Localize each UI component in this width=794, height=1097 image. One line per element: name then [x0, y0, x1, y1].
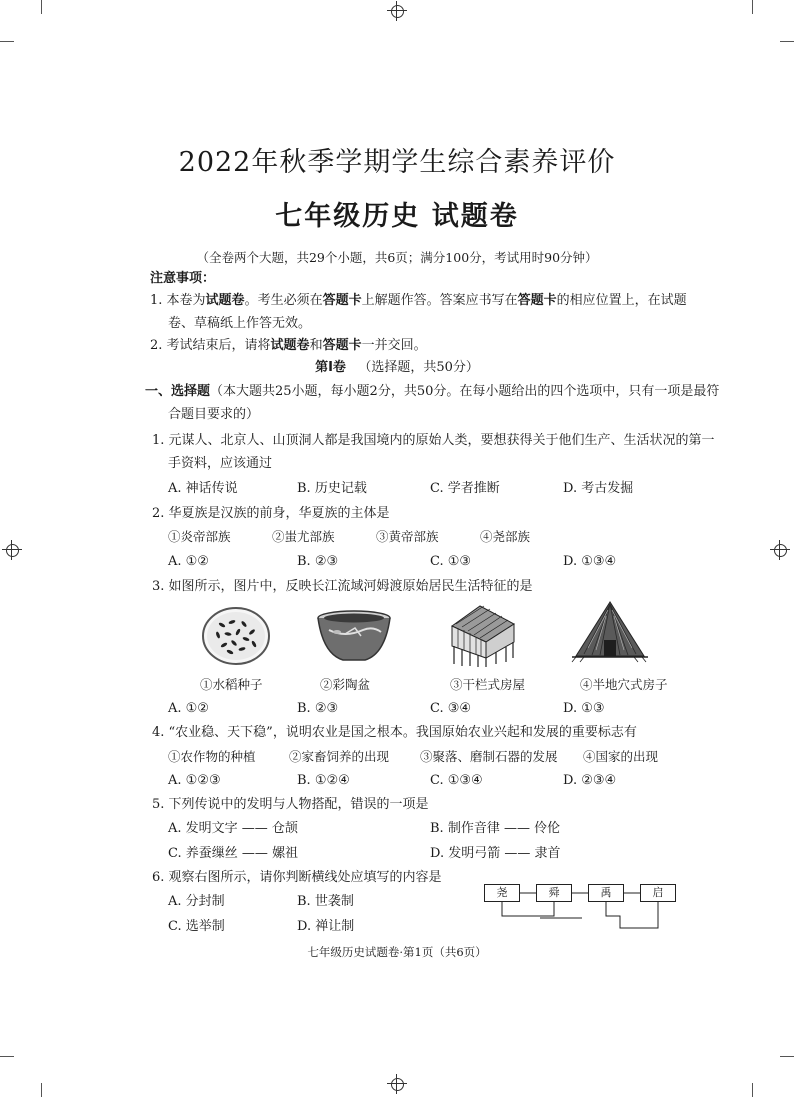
section1-heading — [145, 383, 719, 401]
exam-title: 2022年秋季学期学生综合素养评价 — [178, 147, 616, 178]
q3-caption-3: ③干栏式房屋 — [450, 677, 526, 692]
q1-option-c[interactable]: C. 学者推断 — [430, 481, 500, 496]
chain-box-yu: 禹 — [588, 884, 624, 902]
crop-mark — [752, 1083, 753, 1097]
registration-mark-top — [387, 1, 407, 21]
q4-option-d[interactable]: D. ②③④ — [563, 773, 617, 788]
notice-text: 的相应位置上，在试题 — [556, 293, 687, 308]
section1-label: 一、选择题 — [145, 384, 211, 399]
q6-stem: 6. 观察右图所示，请你判断横线处应填写的内容是 — [152, 870, 442, 885]
crop-mark — [41, 1083, 42, 1097]
q5-option-c[interactable]: C. 养蚕缫丝 —— 嫘祖 — [168, 846, 299, 861]
q4-item-4: ④国家的出现 — [583, 749, 659, 764]
chain-box-qi: 启 — [640, 884, 676, 902]
succession-diagram — [484, 884, 694, 936]
q2-option-b[interactable]: B. ②③ — [297, 554, 339, 569]
q5-option-b[interactable]: B. 制作音律 —— 伶伦 — [430, 821, 561, 836]
q2-item-2: ②蚩尤部族 — [272, 529, 335, 544]
chain-box-yao: 尧 — [484, 884, 520, 902]
page-footer: 七年级历史试题卷·第1页（共6页） — [307, 945, 487, 959]
exam-subtitle: 七年级历史 试题卷 — [275, 201, 519, 232]
part1-heading — [0, 359, 794, 377]
rice-seeds-image — [200, 605, 272, 667]
q1-stem-line2: 手资料，应该通过 — [168, 456, 273, 471]
q6-option-c[interactable]: C. 选举制 — [168, 919, 225, 934]
notice-emphasis: 试题卷 — [205, 293, 245, 308]
q3-stem: 3. 如图所示，图片中，反映长江流域河姆渡原始居民生活特征的是 — [152, 579, 533, 594]
notice-emphasis: 答题卡 — [322, 293, 362, 308]
notice-item-1-line2: 卷、草稿纸上作答无效。 — [168, 316, 312, 331]
crop-mark — [780, 1056, 794, 1057]
q2-option-c[interactable]: C. ①③ — [430, 554, 472, 569]
q3-option-d[interactable]: D. ①③ — [563, 701, 605, 716]
q3-option-a[interactable]: A. ①② — [168, 701, 209, 716]
q4-option-a[interactable]: A. ①②③ — [168, 773, 221, 788]
crop-mark — [0, 41, 14, 42]
registration-mark-left — [2, 540, 22, 560]
notice-text: 1. 本卷为 — [150, 293, 206, 308]
crop-mark — [0, 1056, 14, 1057]
notice-heading: 注意事项： — [150, 271, 216, 286]
chain-box-shun: 舜 — [536, 884, 572, 902]
part1-label: 第Ⅰ卷 — [315, 360, 346, 375]
semi-subterranean-house-image — [570, 600, 650, 668]
q2-option-a[interactable]: A. ①② — [168, 554, 209, 569]
section1-desc-line2: 合题目要求的） — [168, 407, 260, 422]
crop-mark — [752, 0, 753, 14]
q4-stem: 4. “农业稳、天下稳”，说明农业是国之根本。我国原始农业兴起和发展的重要标志有 — [152, 725, 637, 740]
notice-text: 上解题作答。答案应书写在 — [361, 293, 518, 308]
q1-option-a[interactable]: A. 神话传说 — [168, 481, 238, 496]
notice-emphasis: 答题卡 — [322, 338, 362, 353]
notice-emphasis: 试题卷 — [270, 338, 310, 353]
painted-pottery-basin-image — [315, 608, 393, 664]
section1-desc: （本大题共25小题，每小题2分，共50分。在每小题给出的四个选项中，只有一项是最符 — [210, 384, 720, 399]
q6-option-a[interactable]: A. 分封制 — [168, 894, 225, 909]
q3-caption-4: ④半地穴式房子 — [580, 677, 668, 692]
q3-caption-1: ①水稻种子 — [200, 677, 263, 692]
q5-option-d[interactable]: D. 发明弓箭 —— 隶首 — [430, 846, 561, 861]
notice-text: 一并交回。 — [361, 338, 427, 353]
q6-option-b[interactable]: B. 世袭制 — [297, 894, 354, 909]
q2-item-3: ③黄帝部族 — [376, 529, 439, 544]
q2-option-d[interactable]: D. ①③④ — [563, 554, 617, 569]
notice-item-2 — [150, 337, 427, 355]
notice-text: 。考生必须在 — [244, 293, 323, 308]
q4-option-c[interactable]: C. ①③④ — [430, 773, 483, 788]
exam-info: （全卷两个大题，共29个小题，共6页；满分100分，考试用时90分钟） — [196, 250, 598, 265]
crop-mark — [41, 0, 42, 14]
q1-option-d[interactable]: D. 考古发掘 — [563, 481, 634, 496]
q4-item-1: ①农作物的种植 — [168, 749, 256, 764]
notice-text: 2. 考试结束后，请将 — [150, 338, 271, 353]
q2-item-1: ①炎帝部族 — [168, 529, 231, 544]
notice-text: 和 — [309, 338, 323, 353]
registration-mark-bottom — [387, 1074, 407, 1094]
stilt-house-image — [440, 602, 522, 668]
registration-mark-right — [770, 540, 790, 560]
q3-option-b[interactable]: B. ②③ — [297, 701, 339, 716]
q3-caption-2: ②彩陶盆 — [320, 677, 371, 692]
q2-item-4: ④尧部族 — [480, 529, 531, 544]
crop-mark — [780, 41, 794, 42]
notice-emphasis: 答题卡 — [517, 293, 557, 308]
q4-option-b[interactable]: B. ①②④ — [297, 773, 350, 788]
q1-stem: 1. 元谋人、北京人、山顶洞人都是我国境内的原始人类，要想获得关于他们生产、生活状况的第一 — [152, 433, 715, 448]
q5-stem: 5. 下列传说中的发明与人物搭配，错误的一项是 — [152, 797, 429, 812]
q5-option-a[interactable]: A. 发明文字 —— 仓颉 — [168, 821, 298, 836]
q1-option-b[interactable]: B. 历史记载 — [297, 481, 367, 496]
q4-item-3: ③聚落、磨制石器的发展 — [420, 749, 558, 764]
notice-item-1 — [150, 292, 687, 310]
q2-stem: 2. 华夏族是汉族的前身，华夏族的主体是 — [152, 506, 390, 521]
q3-option-c[interactable]: C. ③④ — [430, 701, 472, 716]
part1-desc: （选择题，共50分） — [358, 360, 479, 375]
q6-option-d[interactable]: D. 禅让制 — [297, 919, 355, 934]
q4-item-2: ②家畜饲养的出现 — [289, 749, 390, 764]
